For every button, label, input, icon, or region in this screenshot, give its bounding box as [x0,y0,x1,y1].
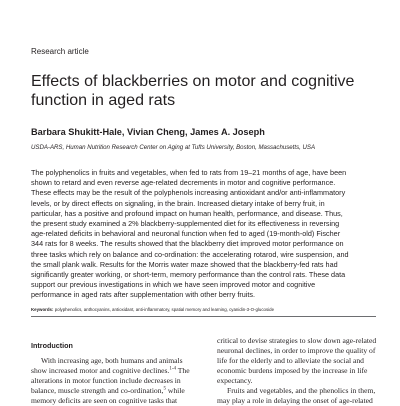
section-divider [31,316,376,317]
body-text-line: neuronal declines, in order to improve the quality of [217,346,376,355]
abstract-line: the present study examined a 2% blackberry-supplemented diet for its effectiveness in reversing [31,219,340,229]
abstract-line: levels, or by direct effects on signaling, in the brain. Increased dietary intake of berry fruit, in [31,198,325,208]
body-text: balance, muscle strength and co-ordination, [31,386,164,395]
abstract-line: the small plank walk. Results for the Morris water maze showed that the blackberry-fed rats had [31,259,338,269]
citation-superscript: 5 [163,386,166,392]
abstract-line: significantly greater working, or short-term, memory performance than the control rats. These data [31,270,346,280]
body-text-line: life for the elderly and to alleviate the social and [217,356,364,365]
body-text-line: Fruits and vegetables, and the phenolics in them, [227,386,376,395]
body-text-line: expectancy. [217,376,253,385]
body-text: show increased motor and cognitive declines. [31,366,170,375]
abstract-line: The polyphenolics in fruits and vegetables, when fed to rats from 19–21 months of age, have been [31,168,347,177]
body-text-line: With increasing age, both humans and animals [41,356,183,365]
abstract-line: support our previous investigations in which we have seen improved motor and cognitive [31,280,316,290]
abstract-line: age-related deficits in behavioral and neuronal function when fed to aged (19-month-old) Fischer [31,229,341,239]
abstract-line: These effects may be the result of the polyphenols increasing antioxidant and/or anti-inflammatory [31,188,346,198]
body-text-line: may play a role in delaying the onset of age-related [217,396,373,405]
author-list: Barbara Shukitt-Hale, Vivian Cheng, James A. Joseph [31,127,265,137]
author-affiliation: USDA-ARS, Human Nutrition Research Center on Aging at Tufts University, Boston, Massachusetts, USA [31,144,316,151]
article-title-line: Effects of blackberries on motor and cognitive [31,73,355,90]
body-text-line: alterations in motor function include decreases in [31,376,181,385]
abstract-line: 344 rats for 8 weeks. The results showed that the blackberry diet improved motor performance on [31,239,344,249]
body-text: The [176,366,190,375]
article-title-line: function in aged rats [31,92,176,109]
introduction-heading: Introduction [31,341,73,350]
keywords [31,307,376,312]
keywords-list: polyphenolics, anthocyanins, antioxidant, anti-inflammatory, spatial memory and learning, cyanidin-3-O-glucoside [54,307,275,312]
abstract-line: three tasks which rely on balance and co-ordination: the accelerating rotarod, wire suspension, and [31,249,349,259]
intro-left-column [31,356,199,406]
keywords-label: Keywords: [31,307,54,312]
citation-superscript: 1-4 [169,366,177,372]
intro-right-column [217,336,377,406]
body-text-line: economic burdens imposed by the increase in life [217,366,368,375]
body-text-line: critical to devise strategies to slow down age-related [217,336,377,345]
abstract [31,168,372,301]
body-text-line [31,386,199,396]
body-text-line [31,366,199,376]
article-type-label: Research article [31,47,89,56]
body-text: while [165,386,185,395]
abstract-line: shown to retard and even reverse age-related decrements in motor and cognitive performance. [31,178,336,188]
abstract-line: particular, has a positive and profound impact on human health, performance, and disease. Thus, [31,208,343,218]
article-title [31,72,376,110]
abstract-line: performance in aged rats after supplementation with other berry fruits. [31,290,256,300]
body-text-line: memory deficits are seen on cognitive tasks that [31,396,178,405]
